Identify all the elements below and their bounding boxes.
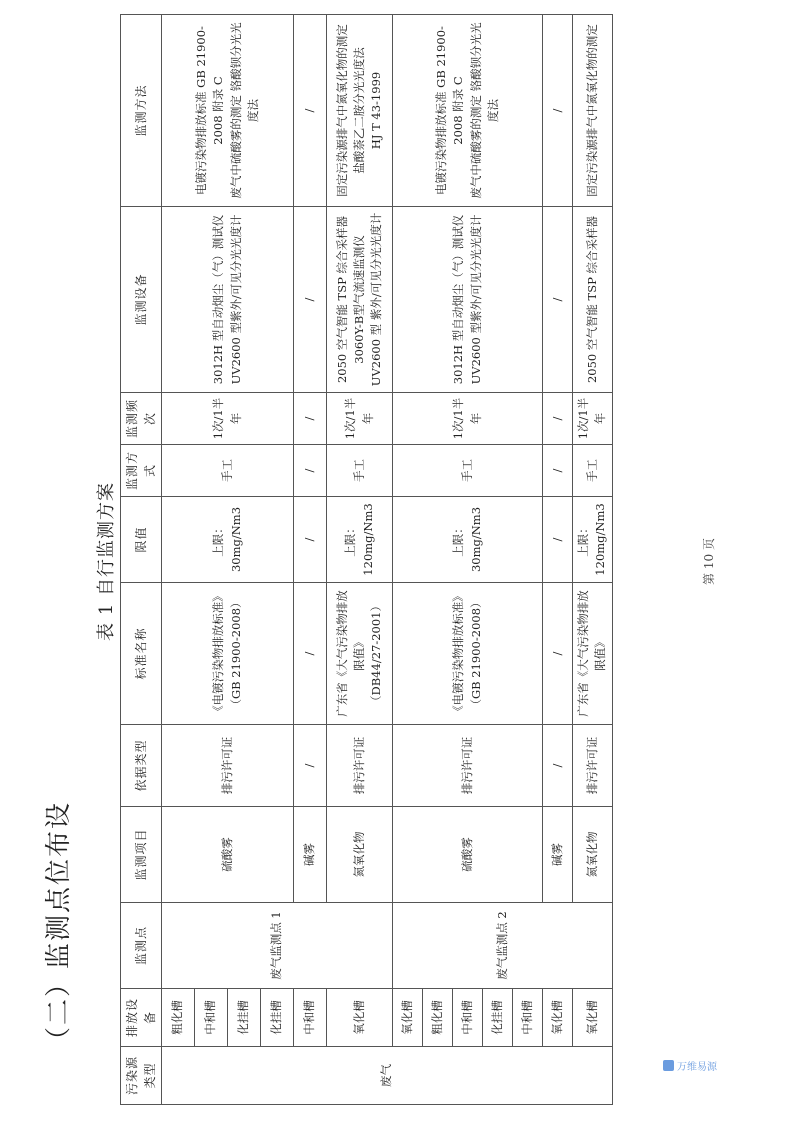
method-cell: / xyxy=(294,15,327,207)
header-standard: 标准名称 xyxy=(121,583,162,725)
watermark-text: 万维易源 xyxy=(677,1061,717,1073)
point-cell: 废气监测点 2 xyxy=(393,903,613,989)
device-cell: 2050 空气智能 TSP 综合采样器 3060Y-B型气流速监测仪 UV2600 型 紫外/可见分光光度计 xyxy=(327,207,393,393)
mode-cell: / xyxy=(294,445,327,497)
equipment-cell: 氧化槽 xyxy=(393,989,423,1047)
freq-cell: 1次/1半年 xyxy=(327,393,393,445)
mode-cell: 手工 xyxy=(327,445,393,497)
item-cell: 硫酸雾 xyxy=(162,807,294,903)
watermark-logo-icon xyxy=(663,1060,674,1071)
equipment-cell: 化挂槽 xyxy=(483,989,513,1047)
header-basis: 依据类型 xyxy=(121,725,162,807)
freq-cell: 1次/1半年 xyxy=(393,393,543,445)
mode-cell: 手工 xyxy=(393,445,543,497)
source-type-cell: 废气 xyxy=(162,1047,613,1105)
freq-cell: 1次/1半年 xyxy=(162,393,294,445)
equipment-cell: 氧化槽 xyxy=(327,989,393,1047)
header-source-type: 污染源类型 xyxy=(121,1047,162,1105)
equipment-cell: 化挂槽 xyxy=(261,989,294,1047)
table-header-row xyxy=(121,15,162,1105)
basis-cell: / xyxy=(543,725,573,807)
device-cell: / xyxy=(543,207,573,393)
limit-cell: / xyxy=(543,497,573,583)
header-point: 监测点 xyxy=(121,903,162,989)
method-cell: 固定污染源排气中氮氧化物的测定 盐酸萘乙二胺分光光度法 HJ T 43-1999 xyxy=(327,15,393,207)
equipment-cell: 氧化槽 xyxy=(543,989,573,1047)
header-mode: 监测方式 xyxy=(121,445,162,497)
basis-cell: 排污许可证 xyxy=(327,725,393,807)
equipment-cell: 化挂槽 xyxy=(228,989,261,1047)
section-heading: （二）监测点位布设 xyxy=(44,800,74,1053)
mode-cell: 手工 xyxy=(162,445,294,497)
watermark xyxy=(663,1052,723,1078)
item-cell: 碱雾 xyxy=(294,807,327,903)
equipment-cell: 中和槽 xyxy=(294,989,327,1047)
mode-cell: / xyxy=(543,445,573,497)
limit-cell: 上限： 120mg/Nm3 xyxy=(327,497,393,583)
mode-cell: 手工 xyxy=(573,445,613,497)
basis-cell: 排污许可证 xyxy=(162,725,294,807)
point-cell: 废气监测点 1 xyxy=(162,903,393,989)
device-cell: 2050 空气智能 TSP 综合采样器 xyxy=(573,207,613,393)
equipment-cell: 粗化槽 xyxy=(162,989,195,1047)
method-cell: / xyxy=(543,15,573,207)
standard-cell: / xyxy=(294,583,327,725)
equipment-cell: 粗化槽 xyxy=(423,989,453,1047)
freq-cell: / xyxy=(294,393,327,445)
standard-cell: 广东省《大气污染物排放限值》 （DB44/27-2001） xyxy=(327,583,393,725)
freq-cell: / xyxy=(543,393,573,445)
standard-cell: 《电镀污染物排放标准》（GB 21900-2008） xyxy=(393,583,543,725)
header-frequency: 监测频次 xyxy=(121,393,162,445)
device-cell: 3012H 型自动烟尘（气）测试仪 UV2600 型紫外/可见分光光度计 xyxy=(393,207,543,393)
standard-cell: 广东省《大气污染物排放限值》 xyxy=(573,583,613,725)
limit-cell: 上限： 120mg/Nm3 xyxy=(573,497,613,583)
header-method: 监测方法 xyxy=(121,15,162,207)
basis-cell: 排污许可证 xyxy=(573,725,613,807)
header-device: 监测设备 xyxy=(121,207,162,393)
item-cell: 硫酸雾 xyxy=(393,807,543,903)
device-cell: / xyxy=(294,207,327,393)
basis-cell: / xyxy=(294,725,327,807)
basis-cell: 排污许可证 xyxy=(393,725,543,807)
item-cell: 氮氧化物 xyxy=(327,807,393,903)
monitoring-plan-table xyxy=(120,14,613,1105)
method-cell: 固定污染源排气中氮氧化物的测定 xyxy=(573,15,613,207)
standard-cell: 《电镀污染物排放标准》（GB 21900-2008） xyxy=(162,583,294,725)
limit-cell: 上限： 30mg/Nm3 xyxy=(393,497,543,583)
table-row xyxy=(393,15,423,1105)
header-item: 监测项目 xyxy=(121,807,162,903)
page-number: 第 10 页 xyxy=(702,538,716,585)
equipment-cell: 氧化槽 xyxy=(573,989,613,1047)
header-limit: 限值 xyxy=(121,497,162,583)
item-cell: 碱雾 xyxy=(543,807,573,903)
standard-cell: / xyxy=(543,583,573,725)
table-row xyxy=(162,15,195,1105)
device-cell: 3012H 型自动烟尘（气）测试仪 UV2600 型紫外/可见分光光度计 xyxy=(162,207,294,393)
method-cell: 电镀污染物排放标准 GB 21900-2008 附录 C 废气中硫酸雾的测定 铬酸钡分光光度法 xyxy=(393,15,543,207)
equipment-cell: 中和槽 xyxy=(453,989,483,1047)
header-equipment: 排放设备 xyxy=(121,989,162,1047)
table-title: 表 1 自行监测方案 xyxy=(96,482,117,641)
freq-cell: 1次/1半年 xyxy=(573,393,613,445)
equipment-cell: 中和槽 xyxy=(513,989,543,1047)
item-cell: 氮氧化物 xyxy=(573,807,613,903)
limit-cell: / xyxy=(294,497,327,583)
equipment-cell: 中和槽 xyxy=(195,989,228,1047)
method-cell: 电镀污染物排放标准 GB 21900-2008 附录 C 废气中硫酸雾的测定 铬酸钡分光光度法 xyxy=(162,15,294,207)
limit-cell: 上限： 30mg/Nm3 xyxy=(162,497,294,583)
